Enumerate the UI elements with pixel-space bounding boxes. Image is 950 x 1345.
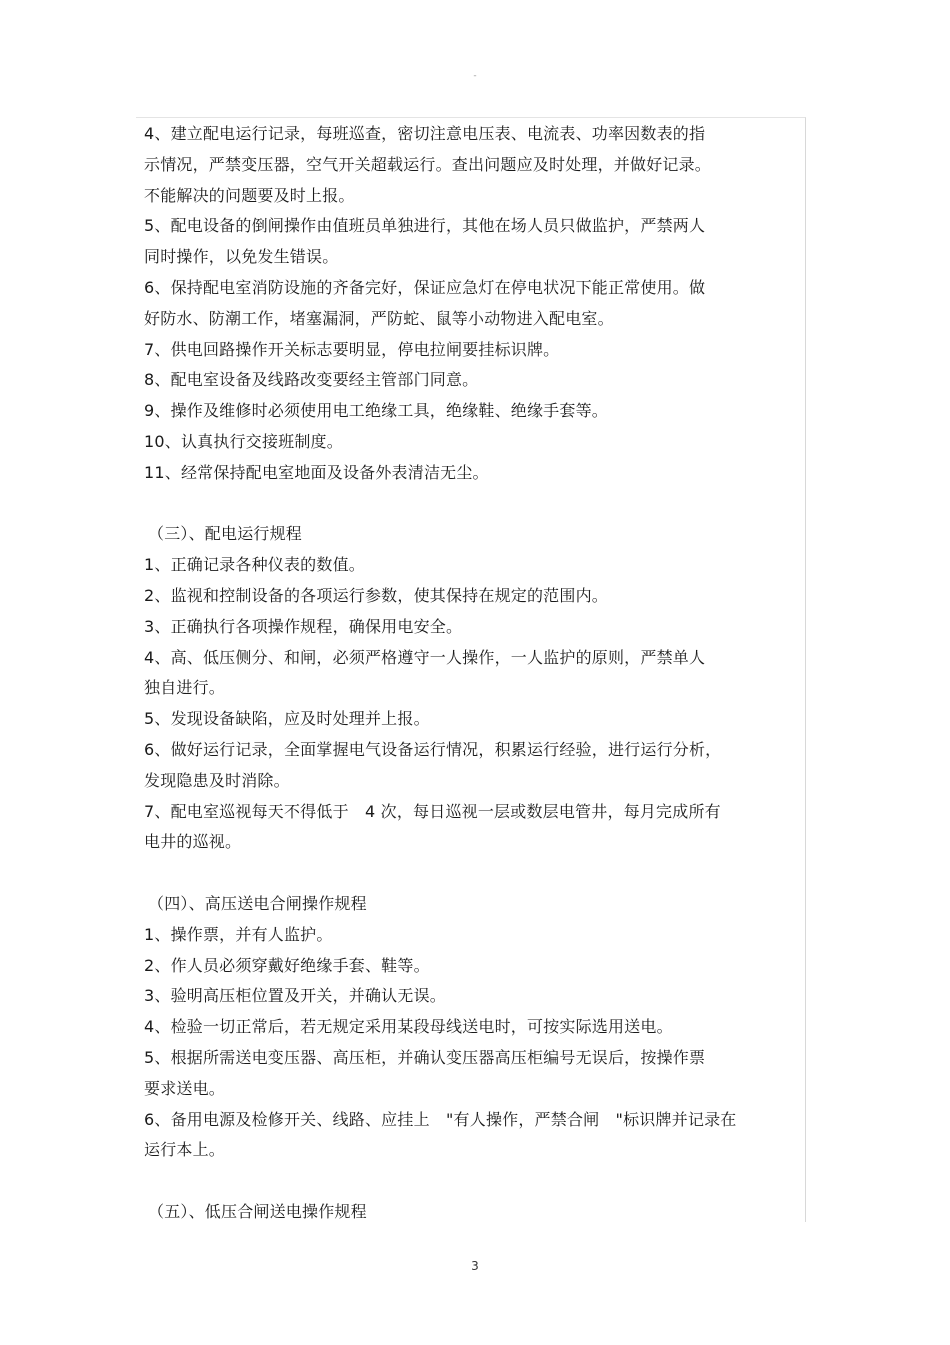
page-header-mark: - [473,71,477,81]
document-body [144,119,804,1228]
text-line: 10、认真执行交接班制度。 [144,431,343,451]
page-number: 3 [471,1259,479,1273]
text-line: 要求送电。 [144,1078,226,1098]
text-line: 4、高、低压侧分、和闸，必须严格遵守一人操作，一人监护的原则，严禁单人 [144,647,706,667]
text-line: 3、正确执行各项操作规程，确保用电安全。 [144,616,463,636]
text-line: 1、操作票，并有人监护。 [144,924,333,944]
blank-line [144,858,804,889]
section-heading: （四）、高压送电合闸操作规程 [148,893,367,913]
text-line: 电井的巡视。 [144,832,242,852]
text-line: 独自进行。 [144,678,226,698]
text-line: 5、配电设备的倒闸操作由值班员单独进行，其他在场人员只做监护，严禁两人 [144,216,706,236]
text-line: 2、作人员必须穿戴好绝缘手套、鞋等。 [144,955,430,975]
text-line: 11、经常保持配电室地面及设备外表清洁无尘。 [144,462,489,482]
text-line: 6、备用电源及检修开关、线路、应挂上 "有人操作，严禁合闸 "标识牌并记录在 [144,1109,737,1129]
text-line: 6、做好运行记录，全面掌握电气设备运行情况，积累运行经验，进行运行分析， [144,739,722,759]
text-line: 3、验明高压柜位置及开关，并确认无误。 [144,986,446,1006]
text-line: 示情况，严禁变压器，空气开关超载运行。查出问题应及时处理，并做好记录。 [144,154,712,174]
section-heading: （五）、低压合闸送电操作规程 [148,1201,367,1221]
text-line: 好防水、防潮工作，堵塞漏洞，严防蛇、鼠等小动物进入配电室。 [144,308,614,328]
section-heading: （三）、配电运行规程 [148,524,303,544]
text-line: 2、监视和控制设备的各项运行参数，使其保持在规定的范围内。 [144,585,608,605]
text-line: 4、建立配电运行记录，每班巡查，密切注意电压表、电流表、功率因数表的指 [144,124,706,143]
blank-line [144,1166,804,1197]
text-line: 4、检验一切正常后，若无规定采用某段母线送电时，可按实际选用送电。 [144,1017,673,1037]
text-line: 不能解决的问题要及时上报。 [144,185,355,205]
text-line: 1、正确记录各种仪表的数值。 [144,555,365,575]
blank-line [144,489,804,520]
text-line: 运行本上。 [144,1140,226,1160]
text-line: 9、操作及维修时必须使用电工绝缘工具，绝缘鞋、绝缘手套等。 [144,401,608,421]
text-line: 发现隐患及时消除。 [144,770,290,790]
text-line: 7、配电室巡视每天不得低于 4 次，每日巡视一层或数层电管井，每月完成所有 [144,801,721,821]
text-line: 7、供电回路操作开关标志要明显，停电拉闸要挂标识牌。 [144,339,560,359]
text-line: 5、发现设备缺陷，应及时处理并上报。 [144,709,430,729]
text-line: 5、根据所需送电变压器、高压柜，并确认变压器高压柜编号无误后，按操作票 [144,1047,706,1067]
text-line: 6、保持配电室消防设施的齐备完好，保证应急灯在停电状况下能正常使用。做 [144,277,706,297]
text-line: 同时操作，以免发生错误。 [144,247,339,267]
text-line: 8、配电室设备及线路改变要经主管部门同意。 [144,370,479,390]
